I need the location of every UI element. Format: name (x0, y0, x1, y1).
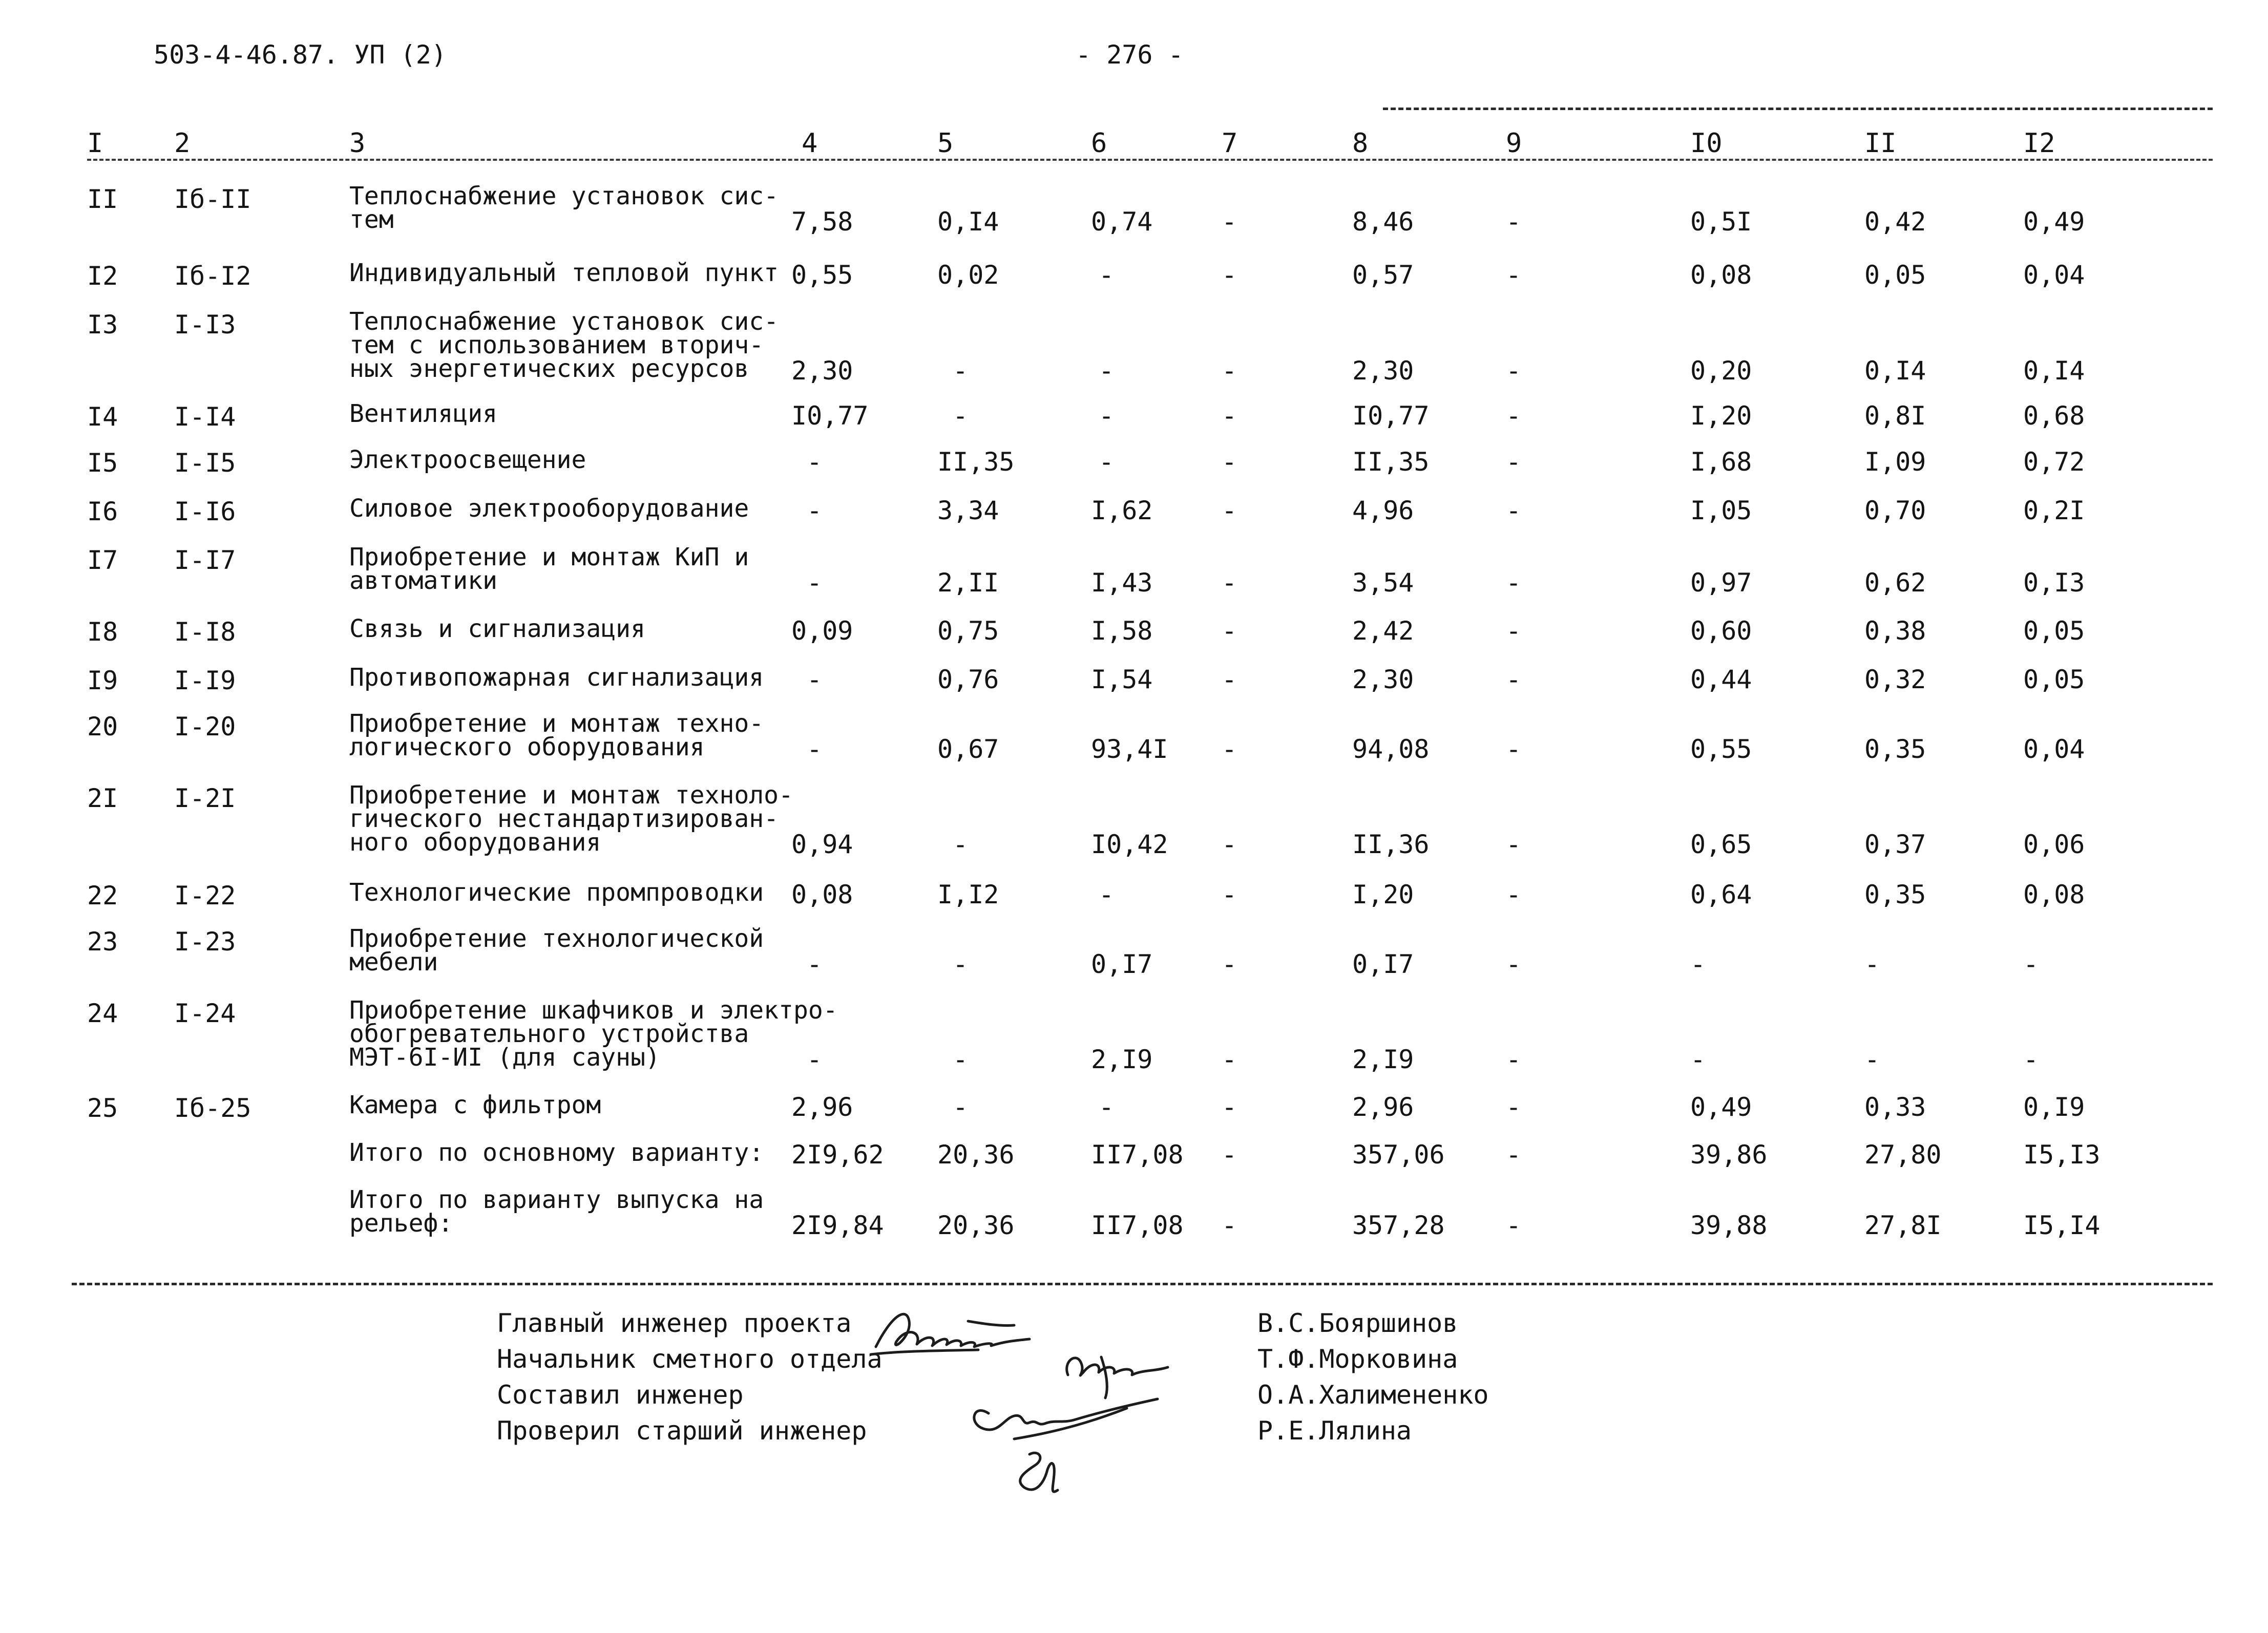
value-col-5: 20,36 (937, 1140, 1015, 1170)
signature-title: Проверил старший инженер (497, 1416, 867, 1446)
value-col-10: 0,60 (1690, 616, 1752, 646)
value-col-7: - (1222, 401, 1237, 431)
work-description (349, 614, 810, 643)
estimate-code: I-22 (174, 881, 236, 910)
value-col-10: 0,64 (1690, 880, 1752, 909)
value-col-11: 0,62 (1864, 568, 1926, 598)
value-col-11: 0,70 (1864, 496, 1926, 525)
value-col-9: - (1506, 496, 1522, 525)
table-row (0, 261, 2268, 290)
work-description-line: Технологические промпроводки (349, 878, 764, 907)
value-col-6: - (1099, 356, 1115, 386)
work-description (349, 448, 810, 472)
value-col-11: 0,42 (1864, 207, 1926, 237)
value-col-8: 8,46 (1352, 207, 1414, 237)
column-header-10: I0 (1690, 128, 1723, 159)
value-col-8: 0,I7 (1352, 949, 1414, 979)
table-row (0, 783, 2268, 859)
value-col-4: - (807, 496, 823, 525)
value-col-4: 2I9,62 (791, 1140, 884, 1170)
column-header-6: 6 (1091, 128, 1107, 159)
signature-name: В.С.Бояршинов (1257, 1308, 1458, 1338)
work-description-line: Индивидуальный тепловой пункт (349, 259, 779, 287)
table-row (0, 399, 2268, 432)
row-number: I2 (87, 261, 118, 291)
signature-name: О.А.Халименeнко (1257, 1380, 1489, 1410)
value-col-10: - (1690, 1045, 1706, 1074)
value-col-8: 4,96 (1352, 496, 1414, 525)
handwritten-signatures (860, 1285, 1209, 1500)
table-row (0, 663, 2268, 695)
column-header-5: 5 (937, 128, 954, 159)
column-header-2: 2 (174, 128, 191, 159)
table-row (0, 307, 2268, 386)
estimate-code: I-I3 (174, 310, 236, 340)
work-description-line: ных энергетических ресурсов (349, 354, 749, 383)
value-col-11: 0,37 (1864, 830, 1926, 859)
value-col-7: - (1222, 496, 1237, 525)
estimate-code: I-I6 (174, 497, 236, 526)
value-col-6: II7,08 (1091, 1211, 1184, 1240)
row-number: I7 (87, 545, 118, 575)
value-col-6: - (1099, 1092, 1115, 1122)
value-col-11: 27,80 (1864, 1140, 1942, 1170)
value-col-12: 0,I3 (2023, 568, 2085, 598)
work-description-line: Противопожарная сигнализация (349, 663, 764, 692)
row-number: 23 (87, 927, 118, 957)
value-col-7: - (1222, 1045, 1237, 1074)
table-row (0, 1138, 2268, 1170)
table-row (0, 878, 2268, 910)
signature-row (0, 1308, 2268, 1339)
work-description-line: Камера с фильтром (349, 1091, 601, 1119)
value-col-5: - (953, 949, 969, 979)
work-description-line: Силовое электрооборудование (349, 494, 749, 523)
value-col-10: I,20 (1690, 401, 1752, 431)
table-row (0, 709, 2268, 764)
row-number: I6 (87, 497, 118, 526)
signature-scribble-chief-engineer (871, 1314, 1030, 1354)
work-description (349, 182, 810, 234)
estimate-code: I-24 (174, 999, 236, 1028)
work-description-line: Приобретение технологической (349, 924, 764, 953)
work-description (349, 1185, 810, 1238)
table-row (0, 1185, 2268, 1240)
value-col-8: 2,30 (1352, 665, 1414, 694)
value-col-5: - (953, 830, 969, 859)
value-col-8: 0,57 (1352, 260, 1414, 290)
value-col-9: - (1506, 401, 1522, 431)
estimate-code: I-I8 (174, 617, 236, 647)
column-header-3: 3 (349, 128, 366, 159)
signature-row (0, 1380, 2268, 1411)
value-col-10: 0,65 (1690, 830, 1752, 859)
value-col-7: - (1222, 734, 1237, 764)
value-col-6: I0,42 (1091, 830, 1168, 859)
estimate-code: I-20 (174, 712, 236, 741)
signature-scribble-engineer (974, 1399, 1158, 1439)
row-number: 22 (87, 881, 118, 910)
value-col-8: I,20 (1352, 880, 1414, 909)
work-description (349, 996, 838, 1072)
value-col-6: - (1099, 401, 1115, 431)
work-description-line: тем с использованием вторич- (349, 331, 764, 359)
value-col-5: - (953, 1092, 969, 1122)
estimate-code: I-2I (174, 783, 236, 813)
value-col-4: - (807, 1045, 823, 1074)
column-header-11: II (1864, 128, 1897, 159)
value-col-6: - (1099, 447, 1115, 477)
work-description-line: Теплоснабжение установок сис- (349, 307, 779, 336)
value-col-6: 2,I9 (1091, 1045, 1153, 1074)
work-description (349, 1138, 810, 1167)
value-col-5: 0,75 (937, 616, 999, 646)
column-header-8: 8 (1352, 128, 1369, 159)
row-number: 24 (87, 999, 118, 1028)
value-col-7: - (1222, 1092, 1237, 1122)
value-col-5: 3,34 (937, 496, 999, 525)
value-col-7: - (1222, 1211, 1237, 1240)
column-header-9: 9 (1506, 128, 1522, 159)
value-col-6: I,62 (1091, 496, 1153, 525)
value-col-9: - (1506, 1211, 1522, 1240)
value-col-11: I,09 (1864, 447, 1926, 477)
row-number: I4 (87, 402, 118, 432)
work-description-line: ного оборудования (349, 828, 601, 857)
value-col-10: 39,86 (1690, 1140, 1768, 1170)
signature-scribble-senior-engineer (1020, 1453, 1058, 1492)
value-col-12: 0,04 (2023, 260, 2085, 290)
value-col-5: I,I2 (937, 880, 999, 909)
value-col-9: - (1506, 880, 1522, 909)
row-number: 25 (87, 1093, 118, 1123)
value-col-10: 0,20 (1690, 356, 1752, 386)
value-col-12: 0,05 (2023, 616, 2085, 646)
value-col-8: 94,08 (1352, 734, 1430, 764)
signature-row (0, 1416, 2268, 1447)
value-col-7: - (1222, 207, 1237, 237)
value-col-12: 0,I4 (2023, 356, 2085, 386)
value-col-12: 0,04 (2023, 734, 2085, 764)
value-col-10: 0,97 (1690, 568, 1752, 598)
value-col-11: - (1864, 949, 1880, 979)
value-col-4: 2,96 (791, 1092, 853, 1122)
value-col-8: I0,77 (1352, 401, 1430, 431)
row-number: I3 (87, 310, 118, 340)
value-col-11: 0,35 (1864, 880, 1926, 909)
value-col-12: 0,68 (2023, 401, 2085, 431)
work-description (349, 307, 810, 383)
value-col-11: 0,33 (1864, 1092, 1926, 1122)
value-col-5: 20,36 (937, 1211, 1015, 1240)
value-col-12: - (2023, 1045, 2039, 1074)
value-col-7: - (1222, 260, 1237, 290)
signature-name: Т.Ф.Морковина (1257, 1344, 1458, 1374)
work-description-line: обогревательного устройства (349, 1020, 749, 1048)
value-col-10: I,68 (1690, 447, 1752, 477)
value-col-7: - (1222, 1140, 1237, 1170)
work-description-line: Электроосвещение (349, 446, 586, 474)
value-col-4: 0,09 (791, 616, 853, 646)
value-col-8: 2,30 (1352, 356, 1414, 386)
value-col-5: 0,67 (937, 734, 999, 764)
value-col-7: - (1222, 356, 1237, 386)
value-col-9: - (1506, 356, 1522, 386)
value-col-12: 0,I9 (2023, 1092, 2085, 1122)
page-number: - 276 - (1076, 40, 1184, 70)
value-col-10: 0,44 (1690, 665, 1752, 694)
value-col-8: 357,28 (1352, 1211, 1445, 1240)
estimate-code: I-23 (174, 927, 236, 957)
work-description-line: Приобретение и монтаж техно- (349, 709, 764, 738)
signature-title: Составил инженер (497, 1380, 744, 1410)
value-col-9: - (1506, 949, 1522, 979)
value-col-7: - (1222, 447, 1237, 477)
value-col-8: 2,42 (1352, 616, 1414, 646)
value-col-12: I5,I3 (2023, 1140, 2101, 1170)
signature-title: Начальник сметного отдела (497, 1344, 883, 1374)
value-col-5: 0,I4 (937, 207, 999, 237)
value-col-11: - (1864, 1045, 1880, 1074)
value-col-9: - (1506, 207, 1522, 237)
value-col-7: - (1222, 665, 1237, 694)
work-description-line: Вентиляция (349, 399, 497, 428)
table-row (0, 448, 2268, 477)
value-col-6: II7,08 (1091, 1140, 1184, 1170)
work-description-line: логического оборудования (349, 733, 705, 761)
estimate-code: Iб-II (174, 184, 251, 214)
row-number: I8 (87, 617, 118, 647)
estimate-code: I-I4 (174, 402, 236, 432)
work-description (349, 663, 810, 692)
value-col-6: 93,4I (1091, 734, 1168, 764)
value-col-8: II,35 (1352, 447, 1430, 477)
value-col-8: 2,96 (1352, 1092, 1414, 1122)
value-col-10: 0,5I (1690, 207, 1752, 237)
value-col-12: - (2023, 949, 2039, 979)
work-description-line: мебели (349, 948, 438, 977)
value-col-12: 0,2I (2023, 496, 2085, 525)
work-description-line: Связь и сигнализация (349, 614, 645, 643)
signature-row (0, 1344, 2268, 1375)
value-col-4: - (807, 665, 823, 694)
value-col-4: 0,94 (791, 830, 853, 859)
work-description (349, 781, 810, 857)
table-row (0, 996, 2268, 1074)
work-description (349, 399, 810, 428)
row-number: 2I (87, 783, 118, 813)
value-col-4: 2,30 (791, 356, 853, 386)
value-col-8: 2,I9 (1352, 1045, 1414, 1074)
document-code: 503-4-46.87. УП (2) (154, 40, 447, 70)
value-col-10: I,05 (1690, 496, 1752, 525)
value-col-11: 27,8I (1864, 1211, 1942, 1240)
value-col-11: 0,8I (1864, 401, 1926, 431)
value-col-9: - (1506, 665, 1522, 694)
value-col-9: - (1506, 260, 1522, 290)
row-number: II (87, 184, 118, 214)
row-number: I5 (87, 448, 118, 478)
column-header-12: I2 (2023, 128, 2055, 159)
table-row (0, 184, 2268, 237)
work-description-line: рельеф: (349, 1209, 453, 1238)
value-col-8: 3,54 (1352, 568, 1414, 598)
value-col-6: 0,I7 (1091, 949, 1153, 979)
work-description (349, 924, 810, 977)
value-col-4: 0,08 (791, 880, 853, 909)
work-description-line: Теплоснабжение установок сис- (349, 182, 779, 210)
value-col-7: - (1222, 880, 1237, 909)
estimate-code: I-I9 (174, 666, 236, 695)
value-col-5: 2,II (937, 568, 999, 598)
row-number: 20 (87, 712, 118, 741)
work-description (349, 878, 810, 907)
work-description-line: МЭТ-6I-ИI (для сауны) (349, 1043, 660, 1072)
table-row (0, 1093, 2268, 1122)
value-col-7: - (1222, 830, 1237, 859)
value-col-5: 0,02 (937, 260, 999, 290)
value-col-7: - (1222, 568, 1237, 598)
value-col-10: - (1690, 949, 1706, 979)
value-col-4: - (807, 447, 823, 477)
bottom-divider (72, 1283, 2213, 1285)
value-col-10: 0,08 (1690, 260, 1752, 290)
value-col-12: 0,49 (2023, 207, 2085, 237)
value-col-6: 0,74 (1091, 207, 1153, 237)
value-col-9: - (1506, 447, 1522, 477)
value-col-4: I0,77 (791, 401, 869, 431)
value-col-10: 0,55 (1690, 734, 1752, 764)
value-col-11: 0,38 (1864, 616, 1926, 646)
value-col-6: I,54 (1091, 665, 1153, 694)
value-col-12: 0,08 (2023, 880, 2085, 909)
table-row (0, 924, 2268, 979)
work-description (349, 494, 810, 523)
estimate-code: I-I5 (174, 448, 236, 478)
work-description-line: Итого по варианту выпуска на (349, 1185, 764, 1214)
work-description (349, 1093, 810, 1117)
value-col-5: - (953, 356, 969, 386)
value-col-8: II,36 (1352, 830, 1430, 859)
value-col-8: 357,06 (1352, 1140, 1445, 1170)
value-col-6: - (1099, 260, 1115, 290)
work-description (349, 709, 810, 761)
value-col-9: - (1506, 734, 1522, 764)
value-col-4: - (807, 734, 823, 764)
value-col-5: 0,76 (937, 665, 999, 694)
value-col-9: - (1506, 1045, 1522, 1074)
signature-scribble-estimate-head (1067, 1357, 1168, 1398)
value-col-6: I,58 (1091, 616, 1153, 646)
estimate-code: Iб-I2 (174, 261, 251, 291)
value-col-9: - (1506, 1092, 1522, 1122)
estimate-code: Iб-25 (174, 1093, 251, 1123)
value-col-6: I,43 (1091, 568, 1153, 598)
signature-name: Р.Е.Лялина (1257, 1416, 1412, 1446)
value-col-5: - (953, 401, 969, 431)
work-description (349, 261, 810, 285)
value-col-10: 39,88 (1690, 1211, 1768, 1240)
value-col-7: - (1222, 616, 1237, 646)
value-col-11: 0,I4 (1864, 356, 1926, 386)
table-row (0, 545, 2268, 598)
value-col-5: II,35 (937, 447, 1015, 477)
value-col-9: - (1506, 830, 1522, 859)
value-col-12: 0,05 (2023, 665, 2085, 694)
value-col-11: 0,32 (1864, 665, 1926, 694)
value-col-9: - (1506, 568, 1522, 598)
value-col-12: 0,72 (2023, 447, 2085, 477)
value-col-4: 2I9,84 (791, 1211, 884, 1240)
value-col-4: 7,58 (791, 207, 853, 237)
work-description-line: тем (349, 205, 394, 234)
value-col-10: 0,49 (1690, 1092, 1752, 1122)
table-row (0, 614, 2268, 647)
work-description-line: Приобретение шкафчиков и электро- (349, 996, 838, 1025)
row-number: I9 (87, 666, 118, 695)
work-description-line: автоматики (349, 566, 497, 595)
value-col-7: - (1222, 949, 1237, 979)
column-header-7: 7 (1222, 128, 1238, 159)
value-col-6: - (1099, 880, 1115, 909)
work-description-line: Приобретение и монтаж техноло- (349, 781, 793, 810)
value-col-4: - (807, 949, 823, 979)
value-col-4: 0,55 (791, 260, 853, 290)
work-description-line: Приобретение и монтаж КиП и (349, 543, 749, 571)
table-row (0, 494, 2268, 526)
estimate-code: I-I7 (174, 545, 236, 575)
value-col-12: 0,06 (2023, 830, 2085, 859)
value-col-9: - (1506, 616, 1522, 646)
value-col-5: - (953, 1045, 969, 1074)
signature-title: Главный инженер проекта (497, 1308, 852, 1338)
work-description-line: гического нестандартизирован- (349, 804, 779, 833)
value-col-11: 0,05 (1864, 260, 1926, 290)
value-col-11: 0,35 (1864, 734, 1926, 764)
column-header-1: I (87, 128, 103, 159)
value-col-4: - (807, 568, 823, 598)
work-description-line: Итого по основному варианту: (349, 1138, 764, 1167)
column-header-4: 4 (802, 128, 818, 159)
value-col-9: - (1506, 1140, 1522, 1170)
work-description (349, 543, 810, 595)
value-col-12: I5,I4 (2023, 1211, 2101, 1240)
